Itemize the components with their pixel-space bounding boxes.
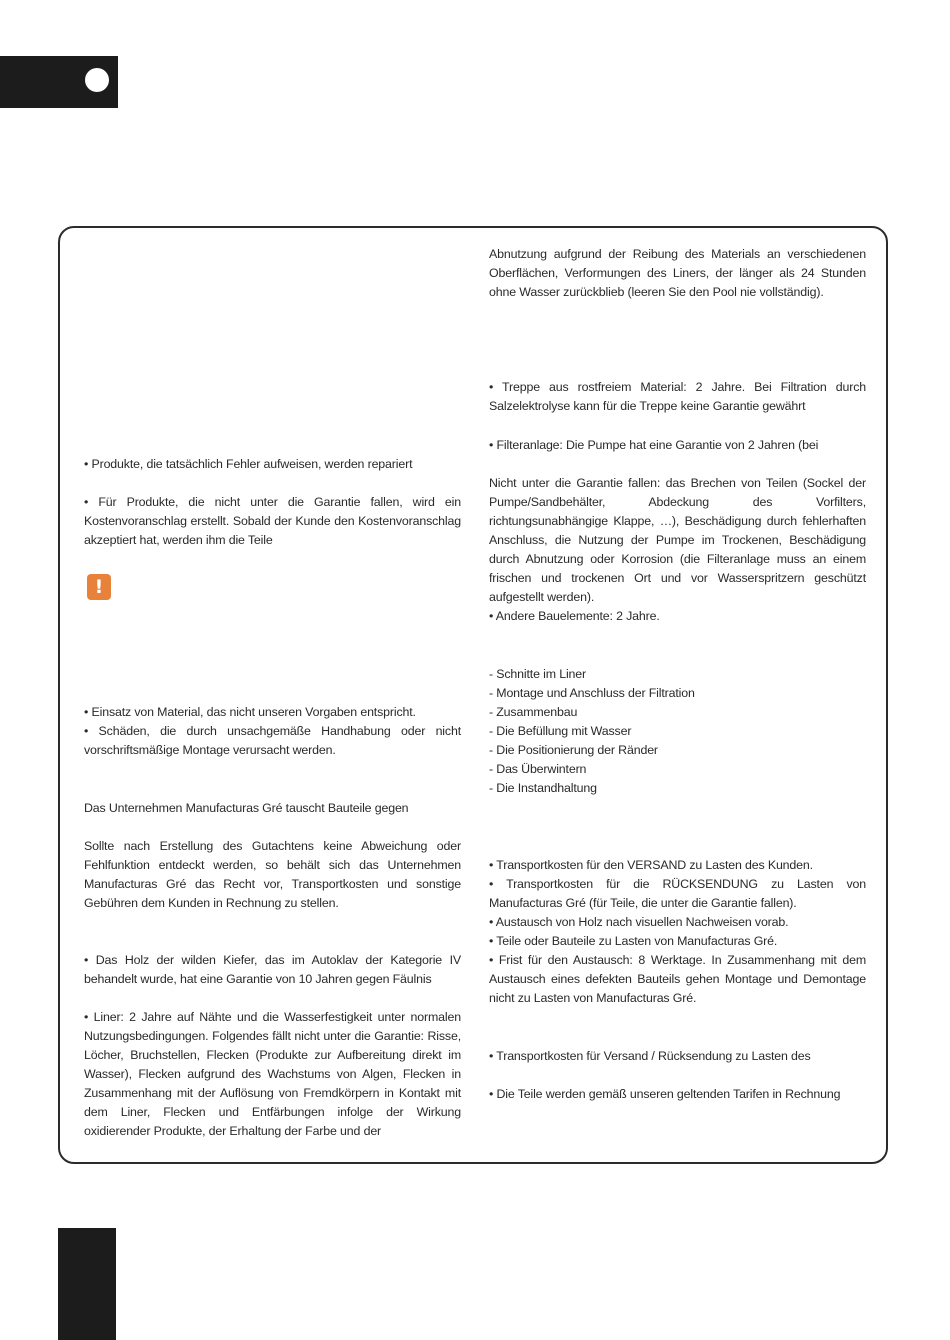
left-bullet-damage: • Schäden, die durch unsachgemäße Handhabung oder nicht vorschriftsmäßige Montage verursacht werden. — [84, 724, 461, 757]
right-bullet-return: • Transportkosten für die RÜCKSENDUNG zu Lasten von Manufacturas Gré (für Teile, die unter die Garantie fallen). — [489, 877, 866, 910]
left-bullet-material: • Einsatz von Material, das nicht unseren Vorgaben entspricht. — [84, 705, 416, 719]
list-item: - Das Überwintern — [489, 762, 587, 776]
left-paragraph-repair: • Produkte, die tatsächlich Fehler aufweisen, werden repariert — [84, 457, 413, 471]
right-bullet-deadline: • Frist für den Austausch: 8 Werktage. In Zusammenhang mit dem Austausch eines defekten Bauteils gehen Montage und Demontage nicht zu Lasten von Manufacturas Gré. — [489, 953, 866, 1005]
right-bullet-invoice: • Die Teile werden gemäß unseren geltenden Tarifen in Rechnung — [489, 1087, 841, 1101]
right-bullet-parts: • Teile oder Bauteile zu Lasten von Manufacturas Gré. — [489, 934, 778, 948]
language-dot-icon — [85, 68, 109, 92]
right-paragraph-wear: Abnutzung aufgrund der Reibung des Materials an verschiedenen Oberflächen, Verformungen des Liners, der länger als 24 Stunden ohne Wasser zurückblieb (leeren Sie den Pool nie vollständig). — [489, 247, 866, 299]
left-paragraph-exchange: Das Unternehmen Manufacturas Gré tauscht Bauteile gegen — [84, 801, 409, 815]
right-bullet-shipping: • Transportkosten für den VERSAND zu Lasten des Kunden. — [489, 858, 813, 872]
list-item: - Die Instandhaltung — [489, 781, 597, 795]
right-exclusion-list — [489, 665, 866, 798]
list-item: - Die Positionierung der Ränder — [489, 743, 658, 757]
left-paragraph-expertise: Sollte nach Erstellung des Gutachtens keine Abweichung oder Fehlfunktion entdeckt werden, so behält sich das Unternehmen Manufacturas Gré das Recht vor, Transportkosten und sonstige Gebühren dem Kunden in Rechnung zu stellen. — [84, 839, 461, 910]
warning-icon: ! — [87, 574, 111, 600]
page-tab-bottom — [58, 1228, 116, 1340]
left-paragraph-wood: • Das Holz der wilden Kiefer, das im Autoklav der Kategorie IV behandelt wurde, hat eine Garantie von 10 Jahren gegen Fäulnis — [84, 953, 461, 986]
list-item: - Die Befüllung mit Wasser — [489, 724, 632, 738]
right-paragraph-stairs: • Treppe aus rostfreiem Material: 2 Jahre. Bei Filtration durch Salzelektrolyse kann für die Treppe keine Garantie gewährt — [489, 380, 866, 413]
right-paragraph-exclusions: Nicht unter die Garantie fallen: das Brechen von Teilen (Sockel der Pumpe/Sandbehälter, Abdeckung des Vorfilters, richtungsunabhängige Klappe, …), Beschädigung durch fehlerhaften Anschluss, die Nutzung der Pumpe im Trockenen, Beschädigung durch Abnutzung oder Korrosion (die Filteranlage muss an einem frischen und trockenen Ort und vor Wasserspritzern geschützt aufgestellt werden). — [489, 476, 866, 604]
page-tab-top — [0, 56, 118, 108]
left-paragraph-quote: • Für Produkte, die nicht unter die Garantie fallen, wird ein Kostenvoranschlag erstellt. Sobald der Kunde den Kostenvoranschlag akzeptiert hat, werden ihm die Teile — [84, 495, 461, 547]
left-paragraph-liner: • Liner: 2 Jahre auf Nähte und die Wasserfestigkeit unter normalen Nutzungsbedingungen. Folgendes fällt nicht unter die Garantie: Risse, Löcher, Bruchstellen, Flecken (Produkte zur Aufbereitung direkt im Wasser), Flecken aufgrund des Wachstums von Algen, Flecken in Zusammenhang mit der Auflösung von Fremdkörpern in Kontakt mit dem Liner, Flecken und Entfärbungen infolge der Wirkung oxidierender Produkte, der Erhaltung der Farbe und der — [84, 1010, 461, 1138]
list-item: - Zusammenbau — [489, 705, 578, 719]
right-paragraph-other-parts: • Andere Bauelemente: 2 Jahre. — [489, 609, 660, 623]
right-bullet-wood-exchange: • Austausch von Holz nach visuellen Nachweisen vorab. — [489, 915, 789, 929]
list-item: - Schnitte im Liner — [489, 667, 587, 681]
list-item: - Montage und Anschluss der Filtration — [489, 686, 695, 700]
right-paragraph-filter: • Filteranlage: Die Pumpe hat eine Garantie von 2 Jahren (bei — [489, 438, 819, 452]
right-bullet-transport-costs: • Transportkosten für Versand / Rücksendung zu Lasten des — [489, 1049, 811, 1063]
